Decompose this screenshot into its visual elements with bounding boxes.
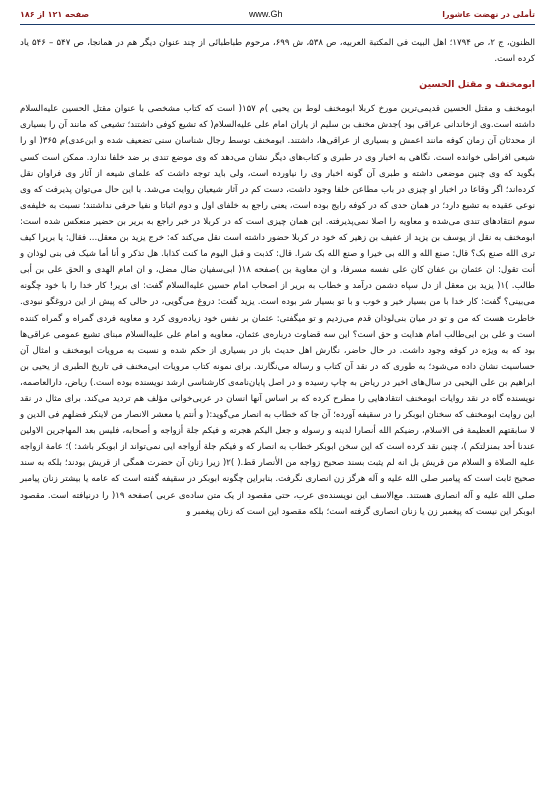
intro-paragraph: الظنون، ج ۲، ص ۱۷۹۴؛ اهل البیت فی المکتبة العربیه، ص ۵۳۸، ش ۶۹۹، مرحوم طباطبائی از چند عنوان دیگر هم در همانجا، ص ۵۴۷ – ۵۴۶ یاد کرده است. [20, 38, 536, 65]
document-page [0, 4, 551, 797]
section-heading: ابومخنف و مقتل الحسین [419, 79, 535, 91]
page-number: صفحه ۱۲۱ از ۱۸۶ [20, 9, 90, 19]
website-link[interactable]: www.Gh [248, 9, 283, 19]
document-body [20, 35, 535, 520]
main-paragraph: ابومخنف و مقتل الحسین قدیمی‌ترین مورخ کربلا ابومخنف لوط بن یحیی )م ۱۵۷( است که کتاب مشخصی با عنوان مقتل الحسین علیه‌السلام داشته است.وی ازخاندانی عراقی بود )جدش مخنف بن سلیم از یاران امام علی علیه‌السلام( که تشیع کوفی داشتند؛ تشیعی که مانند آن را بسیاری از محدثان آن زمان کوفه مانند اعمش و بسیاری از عراقی‌ها، داشتند. ابومخنف توسط رجال شناسان سنی تضعیف شده و ابن‌عدی)م ۳۶۵( او را شیعی افراطی خوانده است. نگاهی به اخبار وی در طبری و کتاب‌های دیگر نشان می‌دهد که وی موضع تندی بر ضد خلفا ندارد. ممکن است کسی بگوید که وی چنین موضعی داشته و طبری آن گونه اخبار وی را نیاورده است، ولی باید توجه داشت که علمای شیعه از آثار وی فراوان نقل کرده‌اند؛ اگر وقاعا در اخبار او چیزی در باب مطاعن خلفا وجود داشت، دست کم در آثار شیعیان روایت می‌شد. با این حال می‌توان پذیرفت که وی نوعی عقیده به تشیع دارد؛ در همان حدی که در کوفه رایج بوده است، یعنی راجع به خلفای اول و دوم اثباتا و نفیا حرفی نداشتند؛ نسبت به خلیفه‌ی سوم انتقادهای تندی می‌شده و معاویه را اصلا نمی‌پذیرفته. این همان چیزی است که در کربلا در خبر راجع به بریر بن حضیر منعکس شده است: ابومخنف به نقل از یوسف بن یزید از عفیف بن زهیر که خود در کربلا حضور داشته است نقل می‌کند که: خرج یزید بن معقل... فقال: یا بریرا کیف تری الله صنع بک؟ قال: صنع الله و الله بی خیرا و صنع الله بک شرا. قال: کذبت و قبل الیوم ما کنت کذابا. هل تذکر و أنا أما شیک فی بنی لوذان و أنت تقول: ان عثمان بن عفان کان علی نفسه مسرفا، و ان معاویة بن )صفحه ۱۸( ابی‌سفیان ضال مضل، و ان امام الهدی و الحق علی بن أبی طالب. )۱( یزید بن معقل از دل سپاه دشمن درآمد و خطاب به بریر از اصحاب امام حسین علیه‌السلام گفت: ای بریر! کار خدا را با خود چگونه می‌بینی؟ گفت: کار خدا با من بسیار خیر و خوب و با تو بسیار شر بوده است. یزید گفت: دروغ می‌گویی، در حالی که پیش از این دروغگو نبودی. خاطرت هست که من و تو در میان بنی‌لوذان قدم می‌زدیم و تو میگفتی: عثمان بر نفس خود زیاده‌روی کرد و معاویه فردی گمراه و گمراه کننده است و علی بن ابی‌طالب امام هدایت و حق است؟ این سه قضاوت درباره‌ی عثمان، معاویه و امام علی علیه‌السلام مبنای تشیع عمومی عراقی‌ها بود که به ویژه در کوفه وجود داشت. در حال حاضر، نگارش اهل حدیث باز در بسیاری از حکم شده و نسبت به مرویات ابومخنف و امثال آن حساسیت نشان داده می‌شود؛ به طوری که در نقد آن کتاب و رساله می‌نگارند. برای نمونه کتاب مرویات ابی‌مخنف فی تاریخ الطبری از یحیی بن ابراهیم بن علی الیحیی در سال‌های اخیر در ریاض به چاپ رسیده و در اصل پایان‌نامه‌ی کارشناسی ارشد نویسنده بوده است.) ریاض، دارالعاصمه، نویسنده گاه در نقد روایات ابومخنف انتقادهایی را مطرح کرده که بر اساس آنها انسان در عربی‌خوانی مؤلف هم تردید می‌کند. برای مثال در نقد این روایت ابومخنف که سخنان ابوبکر را در سقیفه آورده؛ آن جا که خطاب به انصار می‌گوید:( و أنتم یا معشر الانصار من لاینکر فضلهم فی الدین و لا سابقتهم العظیمة فی الاسلام، رضیکم الله أنصارا لدینه و رسوله و جعل الیکم هجرته و فیکم جلة أزواجه و أصحابه، فلیس بعد المهاجرین الاولین عندنا أحد بمنزلتکم )، چنین نقد کرده است که این سخن ابوبکر خطاب به انصار که و فیکم جلة أزواجه ایی نمی‌تواند از ابوبکر باشد: )؛ عامة ازواجه علیه الصلاة و السلام من قریش بل انه لم یثبت بسند صحیح زواجه من الأنصار قط.( )۲( زیرا زنان آن حضرت همگی از قریش بودند؛ بلکه به سند صحیح ثابت است که پیامبر صلی الله علیه و آله هرگز زن انصاری نگرفت. بنابراین چگونه ابوبکر در سقیفه گفته است که عامه یا بیشتر زنان پیامبر صلی الله علیه و آله انصاری هستند. مع‌الاسف این نویسنده‌ی عرب، حتی مقصود از یک متن ساده‌ی عربی )صفحه ۱۹( را درنیافته است. مقصود ابوبکر این نیست که پیغمبر زن یا زنان انصاری گرفته است؛ بلکه مقصود این است که زنان پیغمبر و [20, 104, 536, 517]
page-header [20, 4, 535, 25]
journal-title: تأملی در نهضت عاشورا [442, 9, 535, 19]
